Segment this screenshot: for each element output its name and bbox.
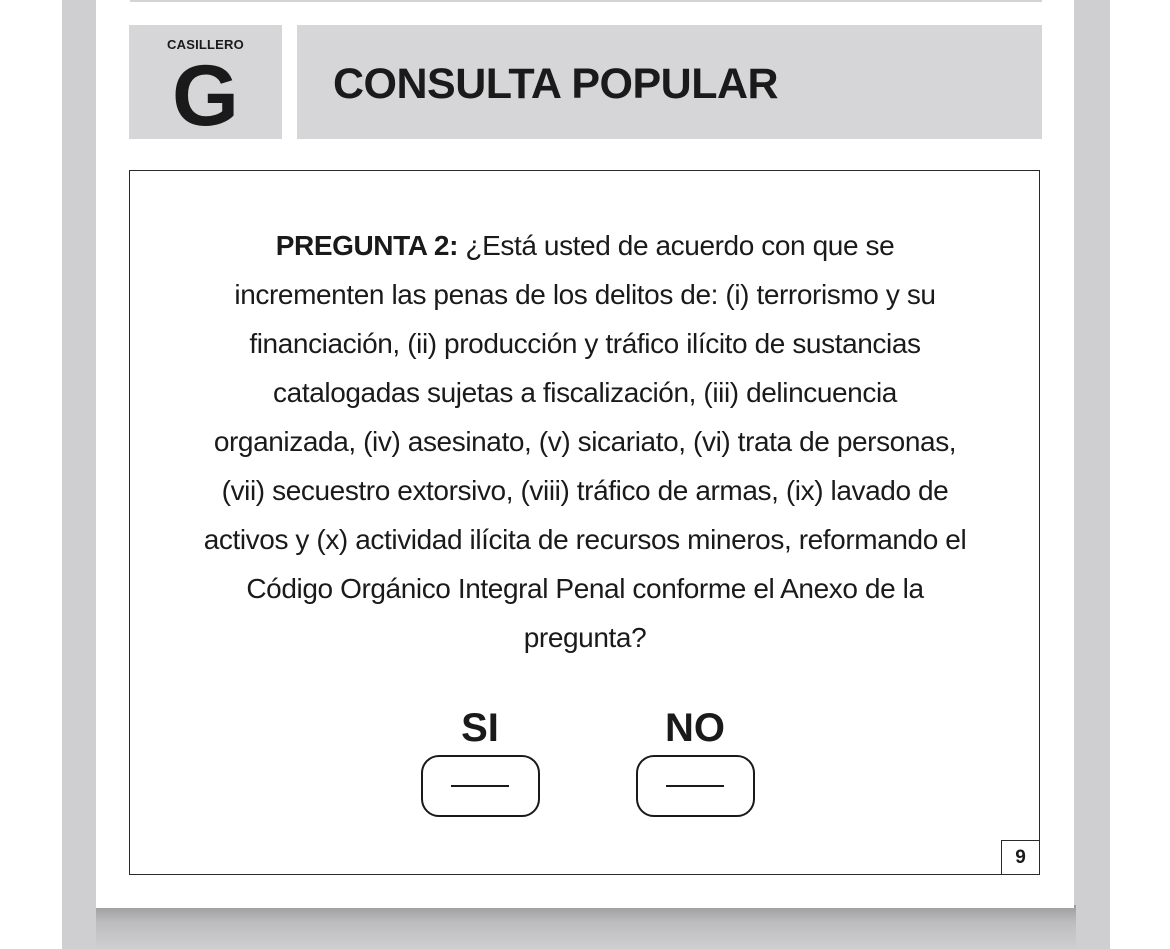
question-body: ¿Está usted de acuerdo con que se incrementen las penas de los delitos de: (i) terrorismo y su financiación, (ii) producción y tráfico ilícito de sustancias catalogadas sujetas a fiscalización, (iii) delincuencia organizada, (iv) asesinato, (v) sicariato, (vi) trata de personas, (vii) secuestro extorsivo, (viii) tráfico de armas, (ix) lavado de activos y (x) actividad ilícita de recursos mineros, reformando el Código Orgánico Integral Penal conforme el Anexo de la pregunta?: [203, 230, 967, 653]
option-yes-dash: [451, 785, 509, 787]
option-yes-label: SI: [461, 706, 499, 750]
sheet-shadow: [96, 905, 1076, 949]
question-text: [200, 221, 970, 662]
option-no: [630, 705, 760, 817]
casillero-letter: G: [172, 48, 239, 144]
page-number: 9: [1001, 840, 1039, 874]
option-no-label: NO: [665, 706, 725, 750]
top-divider: [130, 0, 1042, 2]
option-no-box[interactable]: [636, 755, 755, 817]
question-panel: [129, 170, 1040, 875]
option-no-dash: [666, 785, 724, 787]
option-yes: [415, 705, 545, 817]
title-box: [297, 25, 1042, 139]
question-label: PREGUNTA 2:: [275, 230, 459, 261]
option-yes-box[interactable]: [421, 755, 540, 817]
casillero-box: [129, 25, 282, 144]
casillero-label: CASILLERO: [167, 37, 244, 52]
page-title: CONSULTA POPULAR: [333, 60, 779, 108]
